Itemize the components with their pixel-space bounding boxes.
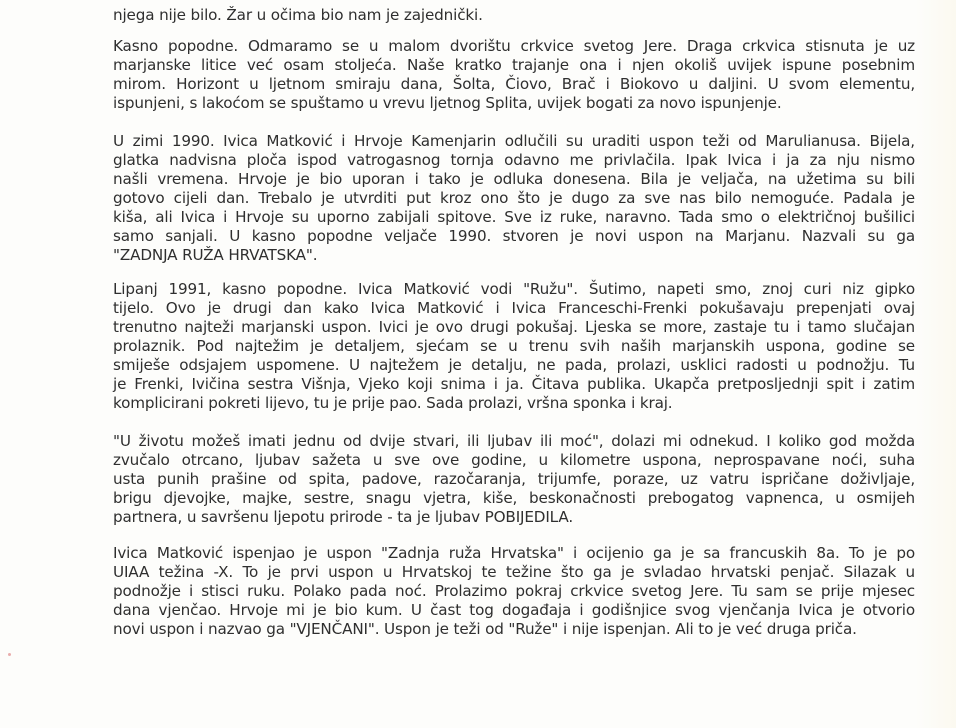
paper-edge-tint [916,0,956,728]
text-line: marjanske litice već osam stoljeća. Naše kratko trajanje ona i njen okoliš uvijek ispune posebnim [113,56,915,74]
text-line: njega nije bilo. Žar u očima bio nam je zajednički. [113,6,483,24]
text-line: glatka nadvisna ploča ispod vatrogasnog tornja odavno me privlačila. Ipak Ivica i ja za nju nismo [113,151,915,169]
text-line: ispunjeni, s lakoćom se spuštamo u vrevu ljetnog Splita, uvijek bogati za novo ispunjenje. [113,94,782,112]
text-line: tijelo. Ovo je drugi dan kako Ivica Matković i Ivica Franceschi-Frenki pokušavaju prepenjati ovaj [113,299,915,317]
text-line: našli vremena. Hrvoje je bio uporan i tako je odluka donesena. Bila je veljača, na užetima su bili [113,170,915,188]
text-line: novi uspon i nazvao ga "VJENČANI". Uspon je teži od "Ruže" i nije ispenjan. Ali to je već druga priča. [113,620,857,638]
text-line: podnožje i stisci ruku. Polako pada noć. Prolazimo pokraj crkvice svetog Jere. Tu sam se prije mjesec [113,582,915,600]
text-line: mirom. Horizont u ljetnom smiraju dana, Šolta, Čiovo, Brač i Biokovo u daljini. U svom elementu, [113,75,915,93]
text-line: U zimi 1990. Ivica Matković i Hrvoje Kamenjarin odlučili su uraditi uspon teži od Marulianusa. Bijela, [113,132,915,150]
scan-speck [8,653,11,656]
text-line: gotovo cijeli dan. Trebalo je utvrditi put kroz ono što je dugo za sve nas bilo nemoguće. Padala je [113,189,915,207]
text-line: kiša, ali Ivica i Hrvoje su uporno zabijali spitove. Sve iz ruke, naravno. Tada smo o električnoj bušilici [113,208,915,226]
text-line: Lipanj 1991, kasno popodne. Ivica Matković vodi "Ružu". Šutimo, napeti smo, znoj curi niz gipko [113,280,915,298]
text-line: je Frenki, Ivičina sestra Višnja, Vjeko koji snima i ja. Čitava publika. Ukapča pretposljednji spit i zatim [113,375,915,393]
text-line: brigu djevojke, majke, sestre, snagu vjetra, kiše, beskonačnosti prebogatog vapnenca, u osmijeh [113,489,915,507]
text-line: "ZADNJA RUŽA HRVATSKA". [113,246,318,264]
text-line: Kasno popodne. Odmaramo se u malom dvorištu crkvice svetog Jere. Draga crkvica stisnuta je uz [113,37,915,55]
text-line: UIAA težina -X. To je prvi uspon u Hrvatskoj te težine što ga je svladao hrvatski penjač. Silazak u [113,563,915,581]
text-line: zvučalo otrcano, ljubav sažeta u sve ove godine, u kilometre uspona, neprospavane noći, suha [113,451,915,469]
text-line: samo sanjali. U kasno popodne veljače 1990. stvoren je novi uspon na Marjanu. Nazvali su ga [113,227,915,245]
text-line: trenutno najteži marjanski uspon. Ivici je ovo drugi pokušaj. Ljeska se more, zastaje tu i tamo slučajan [113,318,915,336]
text-line: smiješe odsjajem uspomene. U najtežem je detalju, ne pada, prolazi, usklici radosti u podnožju. Tu [113,356,915,374]
text-line: dana vjenčao. Hrvoje mi je bio kum. U čast tog događaja i godišnjice svog vjenčanja Ivica je otvorio [113,601,915,619]
text-line: usta punih prašine od spita, padove, razočaranja, trijumfe, poraze, uz vatru ispričane doživljaje, [113,470,915,488]
text-line: "U životu možeš imati jednu od dvije stvari, ili ljubav ili moć", dolazi mi odnekud. I koliko god možda [113,432,915,450]
text-line: Ivica Matković ispenjao je uspon "Zadnja ruža Hrvatska" i ocijenio ga je sa francuskih 8a. To je po [113,544,915,562]
text-line: partnera, u savršenu ljepotu prirode - ta je ljubav POBIJEDILA. [113,508,573,526]
text-line: komplicirani pokreti lijevo, tu je prije pao. Sada prolazi, vršna sponka i kraj. [113,394,673,412]
text-line: prolaznik. Pod najtežim je detaljem, sjećam se u trenu svih naših marjanskih uspona, godine se [113,337,915,355]
